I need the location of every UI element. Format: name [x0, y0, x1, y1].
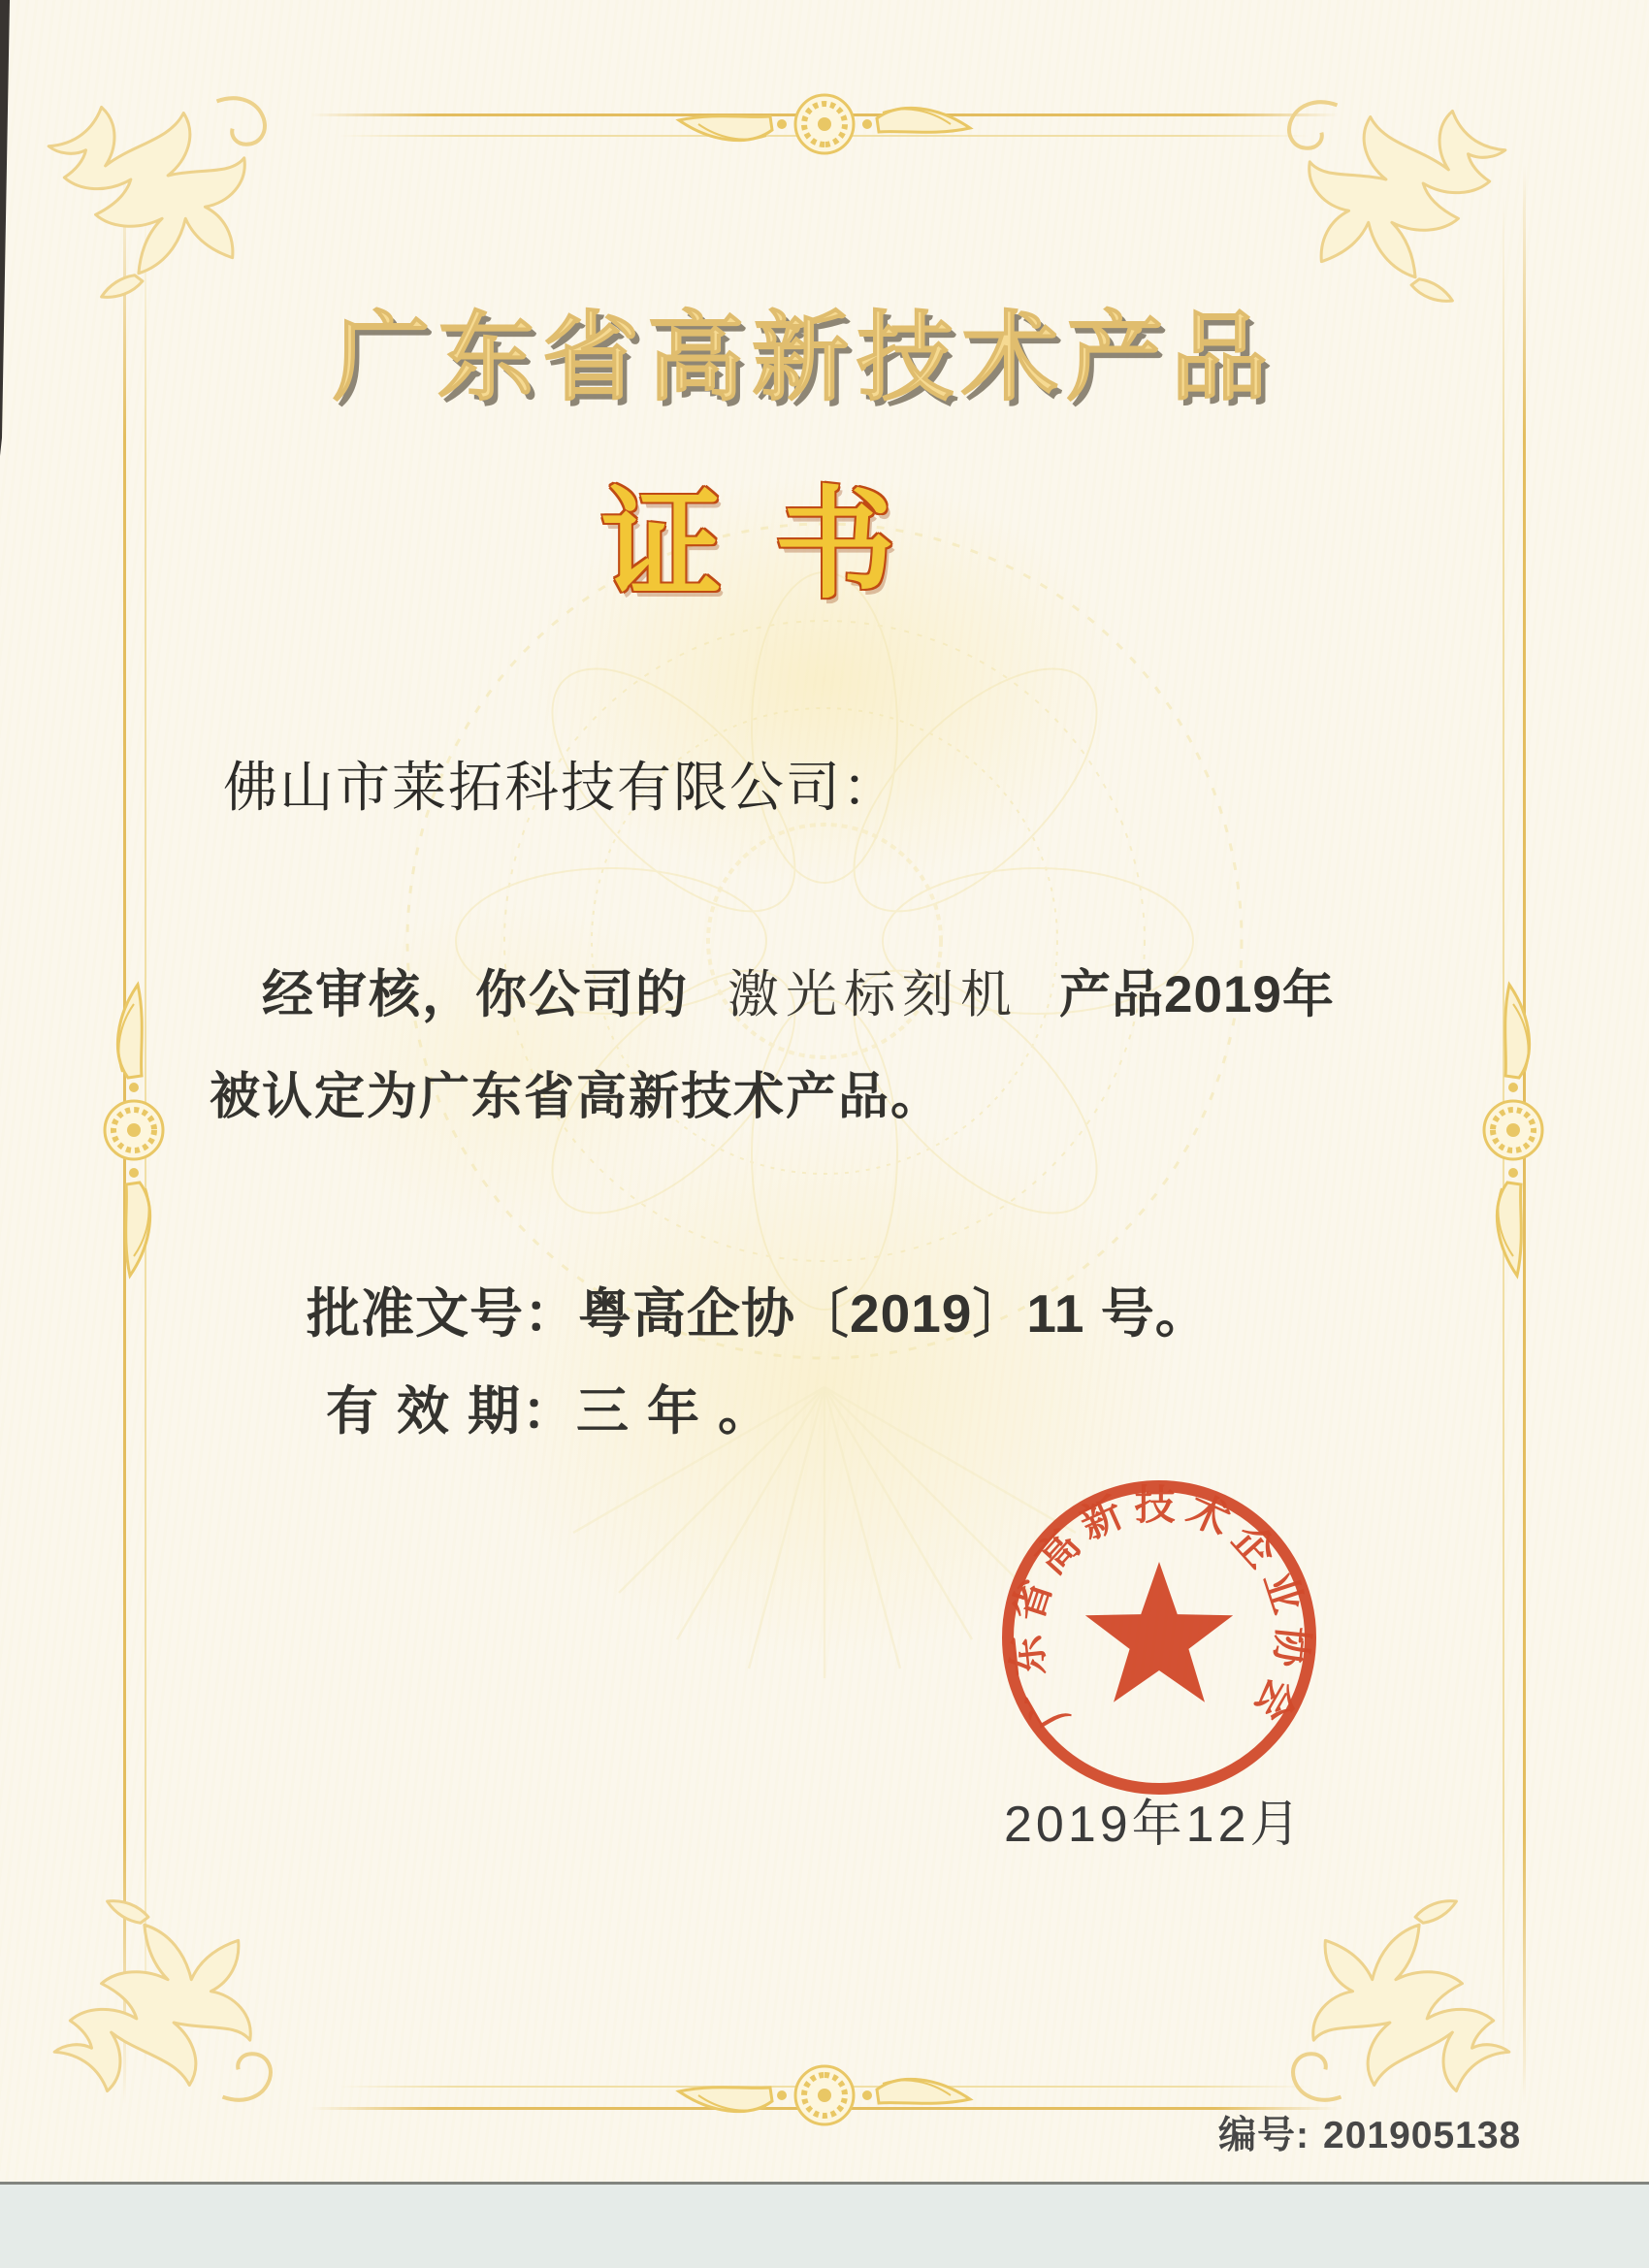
certificate-title: 广东省高新技术产品 — [333, 304, 1276, 412]
border-medallion-bottom — [660, 2057, 989, 2134]
frame-line-right-inner — [1503, 194, 1504, 2081]
frame-line-right-outer — [1523, 165, 1526, 2105]
official-seal — [994, 1473, 1324, 1802]
frame-line-bottom-outer — [310, 2107, 1339, 2110]
validity-line — [326, 1370, 772, 1444]
border-medallion-left — [95, 965, 173, 1295]
frame-line-left-outer — [123, 165, 126, 2105]
scan-edge-artifact — [0, 0, 10, 456]
corner-flourish-bottom-left — [31, 1894, 285, 2148]
frame-line-top-outer — [310, 113, 1339, 116]
recipient-company-name: 佛山市莱拓科技有限公司： — [223, 759, 898, 819]
product-name: 激光标刻机 — [728, 967, 1018, 1023]
seal-arc-text: 广东省高新技术企业协会 — [1002, 1482, 1316, 1736]
corner-flourish-top-left — [25, 50, 279, 305]
seal-star-icon — [1085, 1562, 1233, 1702]
body-text-line2: 被认定为广东省高新技术产品。 — [210, 1069, 944, 1125]
serial-value: 201905138 — [1323, 2115, 1522, 2156]
body-intro: 经审核，你公司的 — [262, 966, 689, 1023]
border-medallion-right — [1474, 965, 1552, 1295]
corner-flourish-top-right — [1275, 54, 1529, 308]
scan-bottom-strip — [0, 2185, 1649, 2268]
approval-label: 批准文号： — [307, 1283, 579, 1344]
serial-label: 编号: — [1218, 2115, 1310, 2156]
frame-line-bottom-inner — [340, 2086, 1310, 2088]
body-text-line1 — [262, 954, 1335, 1027]
validity-label: 有 效 期： — [326, 1382, 577, 1441]
approval-value: 粤高企协〔2019〕11 号。 — [578, 1283, 1210, 1344]
border-medallion-top — [660, 85, 989, 163]
frame-line-left-inner — [145, 194, 146, 2081]
approval-number-line — [307, 1271, 1210, 1347]
body-line1-suffix: 产品2019年 — [1059, 966, 1335, 1023]
issue-date: 2019年12月 — [1004, 1797, 1305, 1853]
validity-value: 三 年 。 — [576, 1382, 773, 1441]
certificate-subtitle: 证 书 — [601, 478, 905, 612]
frame-line-top-inner — [340, 135, 1310, 137]
serial-number-line — [1218, 2105, 1521, 2159]
